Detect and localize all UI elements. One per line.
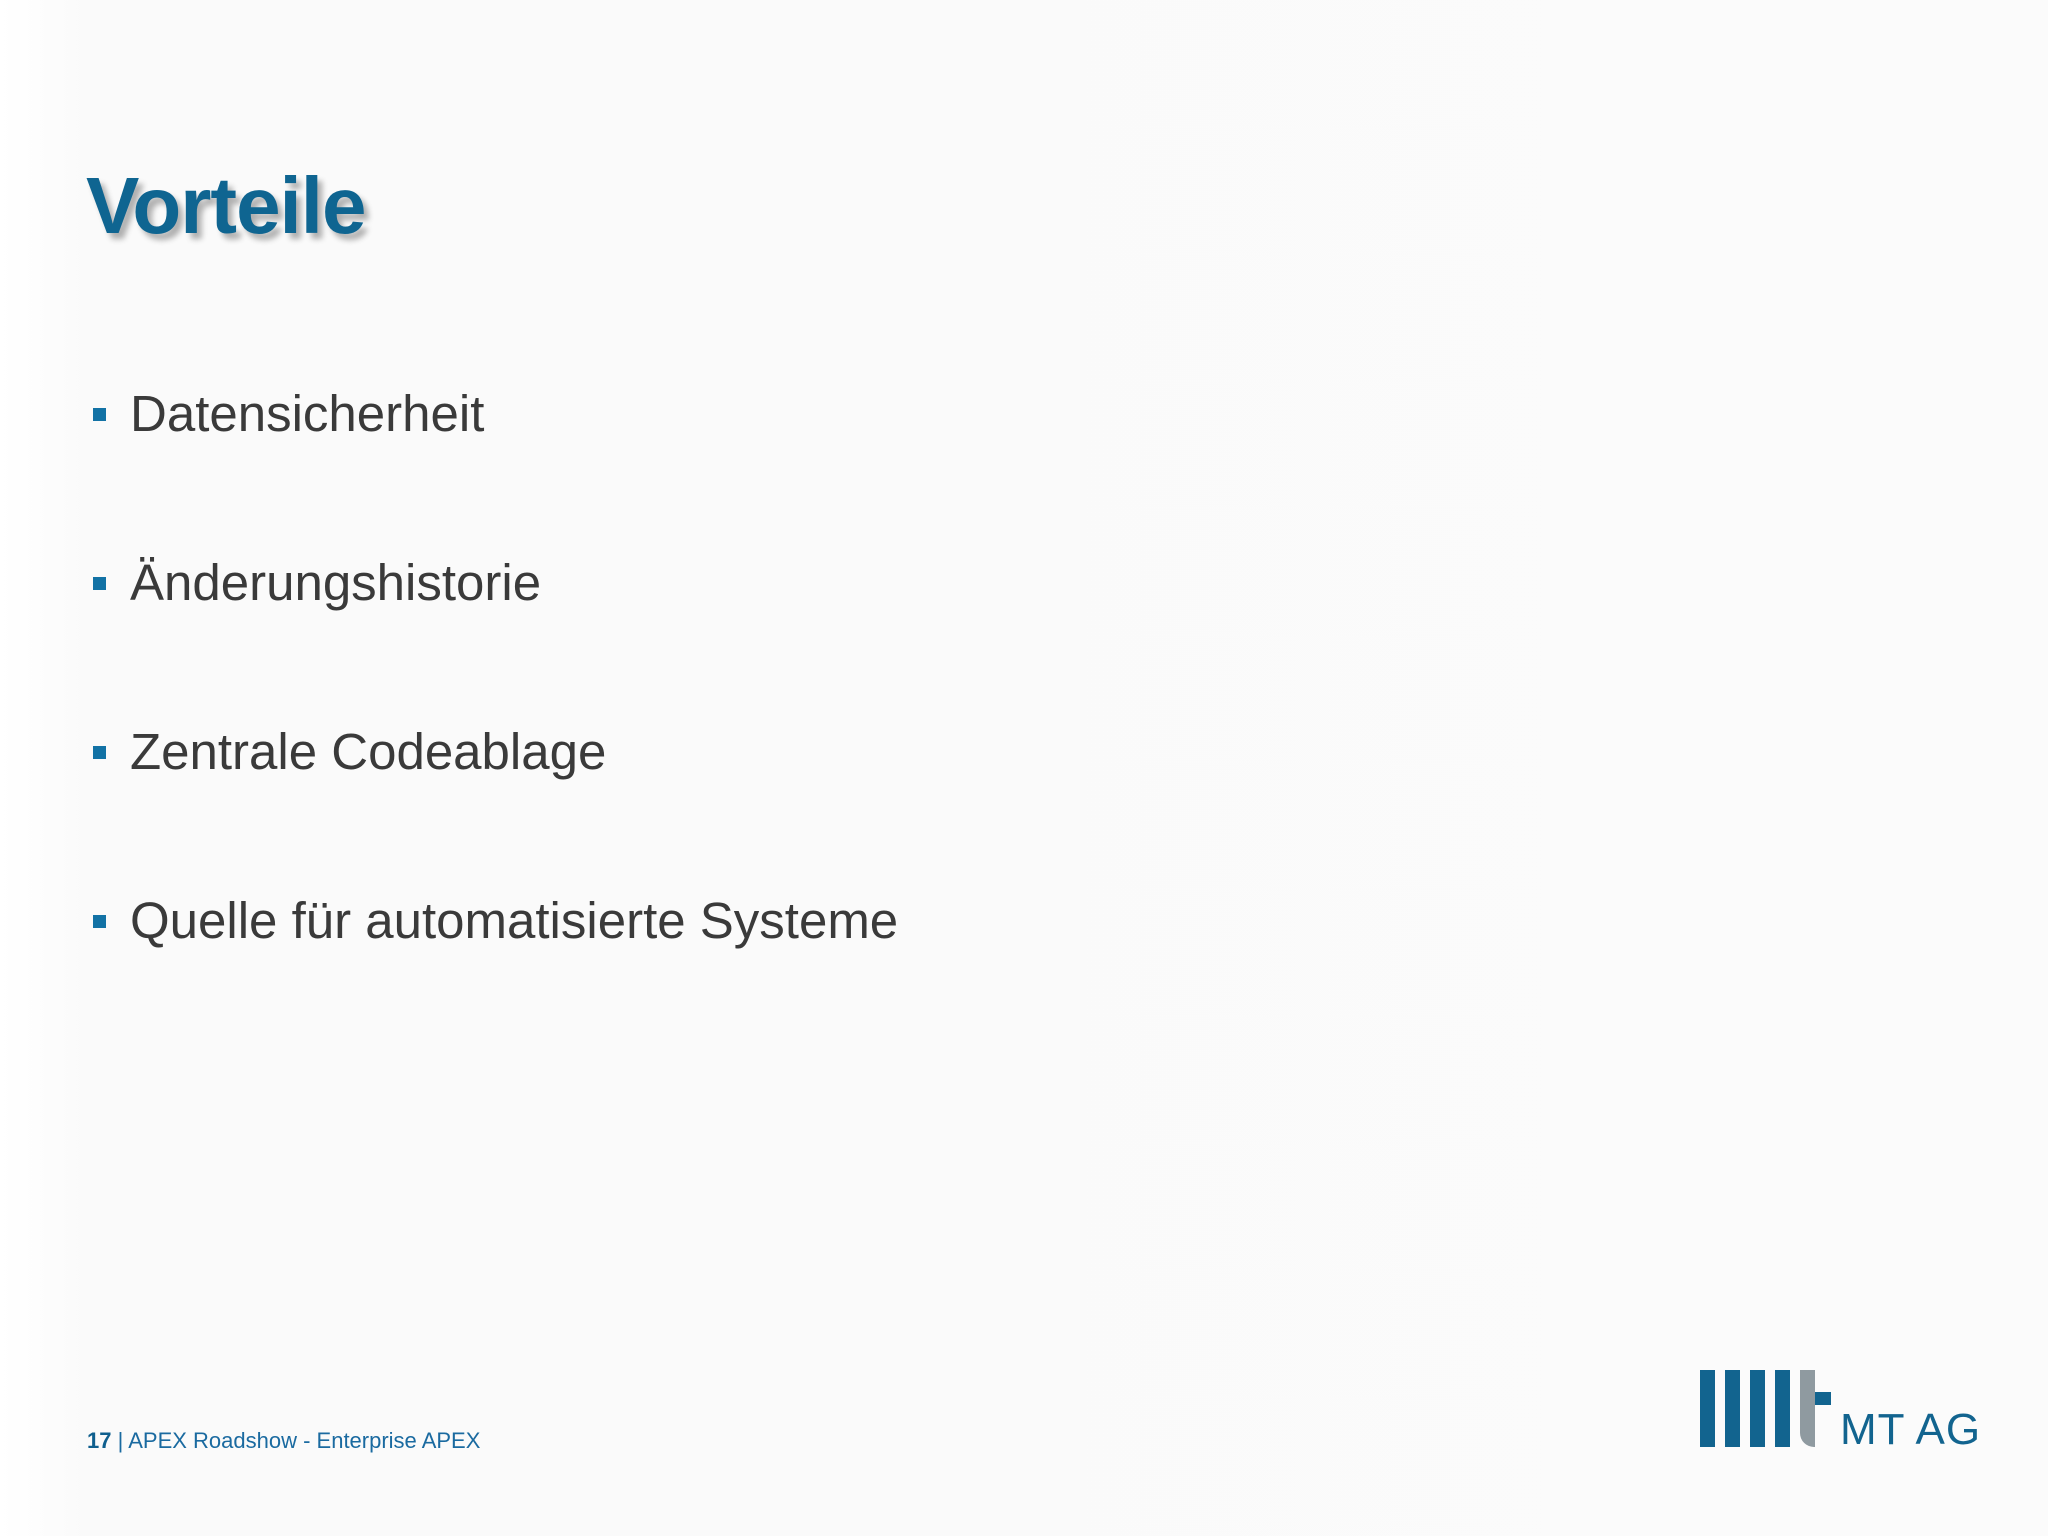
page-number: 17 <box>87 1428 112 1453</box>
logo-bar <box>1725 1370 1740 1447</box>
bullet-item <box>90 891 898 1060</box>
bullet-item <box>90 553 898 722</box>
square-bullet-icon <box>93 408 106 421</box>
bullet-text: Zentrale Codeablage <box>130 723 607 780</box>
company-logo <box>1700 1370 1982 1454</box>
slide-title: Vorteile <box>86 161 366 250</box>
bullet-text: Quelle für automatisierte Systeme <box>130 892 899 949</box>
bullet-item <box>90 722 898 891</box>
square-bullet-icon <box>93 746 106 759</box>
bullet-item <box>90 384 898 553</box>
bullet-text: Datensicherheit <box>130 385 485 442</box>
logo-text: MT AG <box>1840 1405 1982 1454</box>
slide-footer <box>87 1428 480 1454</box>
logo-bar <box>1750 1370 1765 1447</box>
logo-bar <box>1700 1370 1715 1447</box>
footer-text: APEX Roadshow - Enterprise APEX <box>128 1428 481 1453</box>
bullet-list <box>90 384 898 1060</box>
square-bullet-icon <box>93 577 106 590</box>
footer-separator: | <box>111 1428 129 1453</box>
logo-bar <box>1775 1370 1790 1447</box>
logo-t-crossbar <box>1815 1392 1831 1405</box>
logo-t-stem <box>1800 1370 1815 1447</box>
bullet-text: Änderungshistorie <box>130 554 542 611</box>
square-bullet-icon <box>93 915 106 928</box>
